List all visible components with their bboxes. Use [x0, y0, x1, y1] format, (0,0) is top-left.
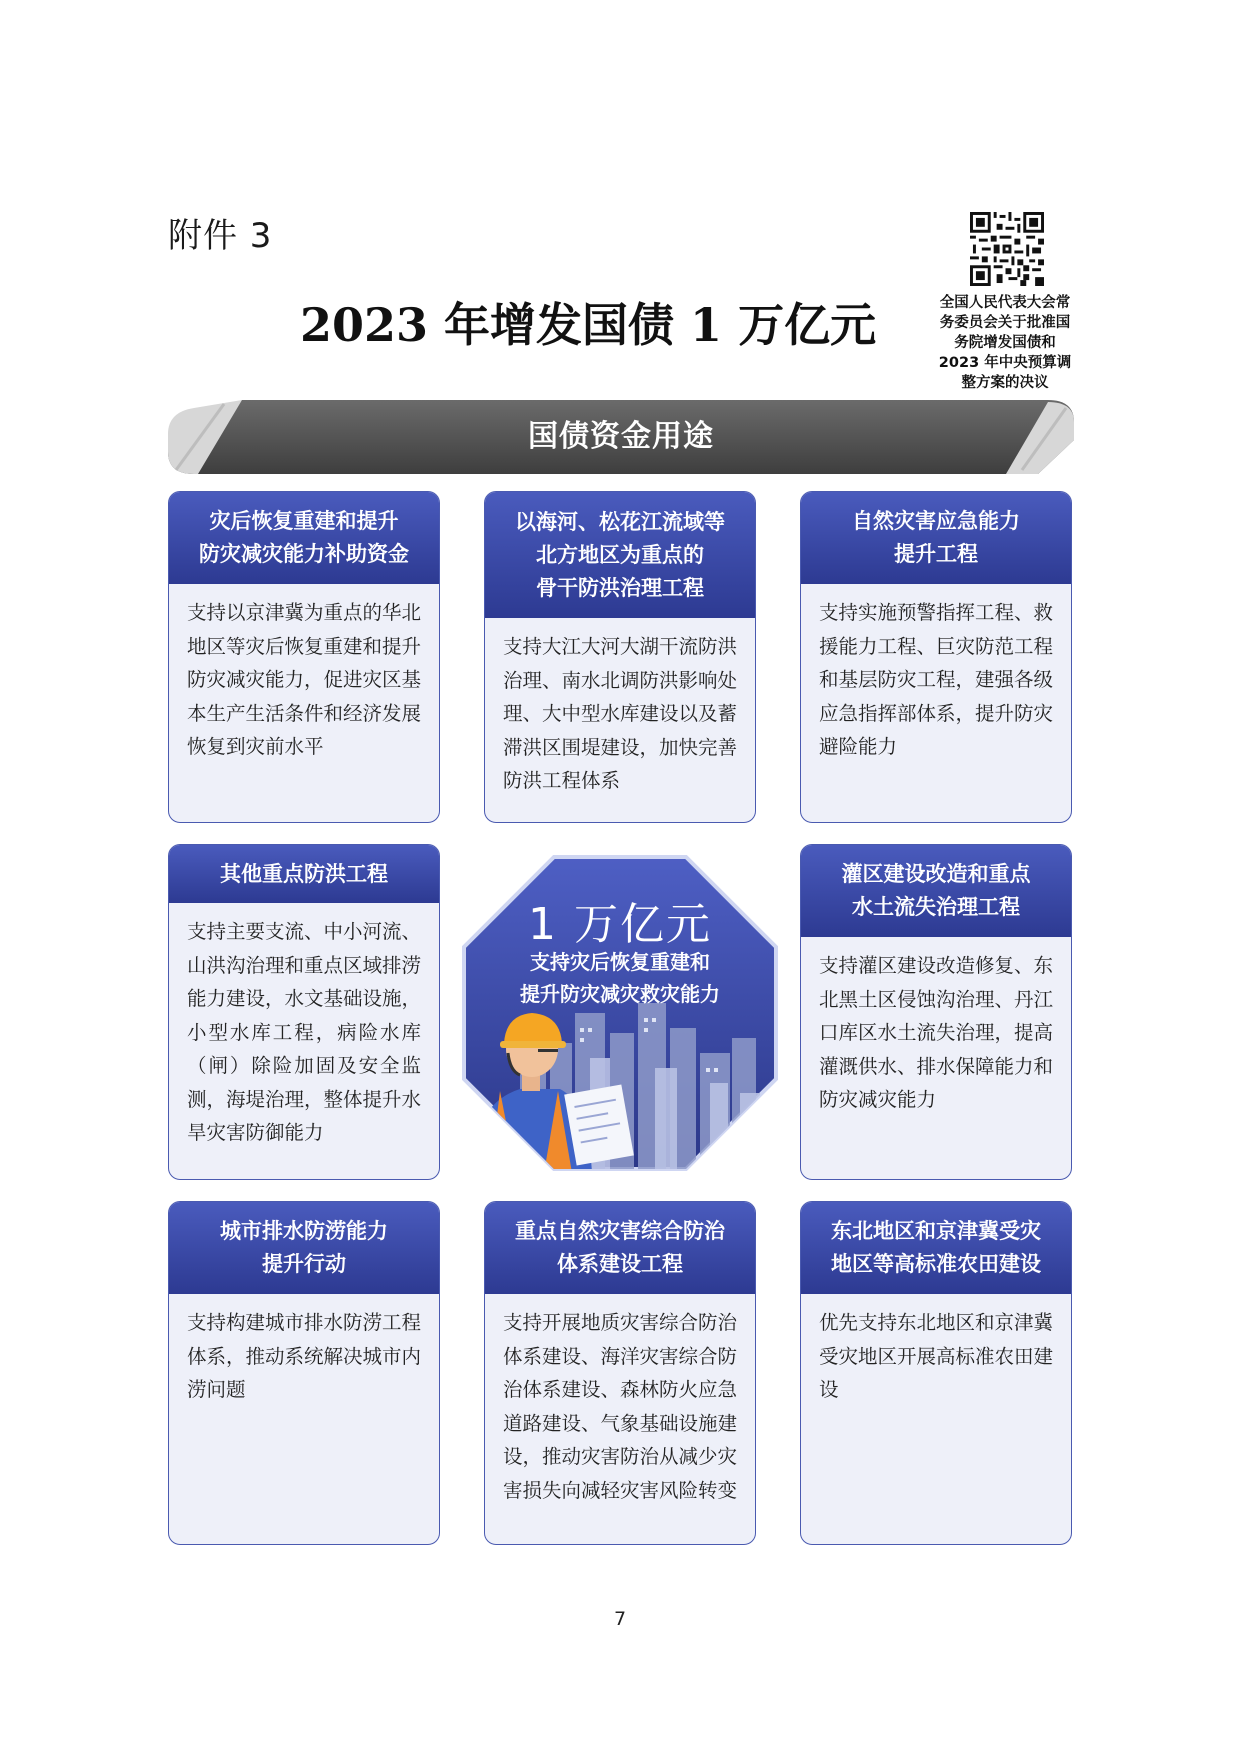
card-title: 其他重点防洪工程: [220, 861, 388, 886]
card-header: [169, 845, 439, 903]
card-urban-drainage: [168, 1201, 440, 1545]
page-title: 2023 年增发国债 1 万亿元: [300, 298, 877, 352]
card-emergency-capability: [800, 491, 1072, 823]
card-title: 水土流失治理工程: [852, 895, 1020, 919]
card-title: 骨干防洪治理工程: [536, 575, 704, 600]
card-title: 提升行动: [262, 1252, 346, 1276]
center-subtitle-line: 提升防灾减灾救灾能力: [520, 982, 720, 1006]
card-farmland-construction: [800, 1201, 1072, 1545]
card-body: 支持开展地质灾害综合防治体系建设、海洋灾害综合防治体系建设、森林防火应急道路建设、气象基础设施建设，推动灾害防治从减少灾害损失向减轻灾害风险转变: [503, 1311, 738, 1502]
card-other-flood-control: [168, 844, 440, 1180]
center-amount: 1 万亿元: [528, 899, 712, 950]
card-disaster-prevention-system: [484, 1201, 756, 1545]
attachment-label: 附件 3: [168, 216, 273, 256]
card-title: 防灾减灾能力补助资金: [199, 542, 409, 566]
card-header: [801, 845, 1071, 937]
card-body: 支持大江大河大湖干流防洪治理、南水北调防洪影响处理、大中型水库建设以及蓄滞洪区围堤建设，加快完善防洪工程体系: [503, 635, 738, 792]
card-title: 地区等高标准农田建设: [831, 1252, 1041, 1276]
card-body: 支持主要支流、中小河流、山洪沟治理和重点区域排涝能力建设，水文基础设施，小型水库工程，病险水库（闸）除险加固及安全监测，海堤治理，整体提升水旱灾害防御能力: [187, 920, 422, 1144]
card-header: [801, 492, 1071, 584]
qr-caption: 全国人民代表大会常务委员会关于批准国务院增发国债和 2023 年中央预算调整方案的决议: [938, 295, 1072, 391]
card-title: 体系建设工程: [557, 1252, 683, 1276]
qr-code-icon: [970, 212, 1044, 286]
page-number: 7: [613, 1608, 627, 1630]
card-title: 提升工程: [894, 542, 978, 566]
card-title: 北方地区为重点的: [536, 542, 704, 567]
card-flood-control-backbone: [484, 491, 756, 823]
banner-title: 国债资金用途: [528, 419, 714, 454]
card-header: [169, 492, 439, 584]
center-subtitle: [460, 946, 780, 1010]
card-title: 东北地区和京津冀受灾: [831, 1219, 1041, 1243]
center-subtitle-line: 支持灾后恢复重建和: [530, 950, 710, 974]
card-header: [485, 492, 755, 618]
card-irrigation-soil-erosion: [800, 844, 1072, 1180]
card-title: 重点自然灾害综合防治: [515, 1219, 725, 1243]
card-title: 灾后恢复重建和提升: [209, 509, 399, 533]
card-body: 支持以京津冀为重点的华北地区等灾后恢复重建和提升防灾减灾能力，促进灾区基本生产生活条件和经济发展恢复到灾前水平: [187, 601, 422, 758]
card-header: [801, 1202, 1071, 1294]
card-title: 以海河、松花江流域等: [515, 509, 725, 534]
card-body: 支持构建城市排水防涝工程体系，推动系统解决城市内涝问题: [187, 1311, 422, 1401]
card-header: [169, 1202, 439, 1294]
card-body: 支持灌区建设改造修复、东北黑土区侵蚀沟治理、丹江口库区水土流失治理，提高灌溉供水、排水保障能力和防灾减灾能力: [819, 954, 1054, 1111]
card-header: [485, 1202, 755, 1294]
card-title: 灌区建设改造和重点: [841, 862, 1031, 886]
card-title: 城市排水防涝能力: [220, 1219, 388, 1243]
card-body: 优先支持东北地区和京津冀受灾地区开展高标准农田建设: [819, 1311, 1054, 1401]
card-title: 自然灾害应急能力: [852, 509, 1020, 533]
card-disaster-recovery-fund: [168, 491, 440, 823]
card-body: 支持实施预警指挥工程、救援能力工程、巨灾防范工程和基层防灾工程，建强各级应急指挥部体系，提升防灾避险能力: [819, 601, 1054, 758]
